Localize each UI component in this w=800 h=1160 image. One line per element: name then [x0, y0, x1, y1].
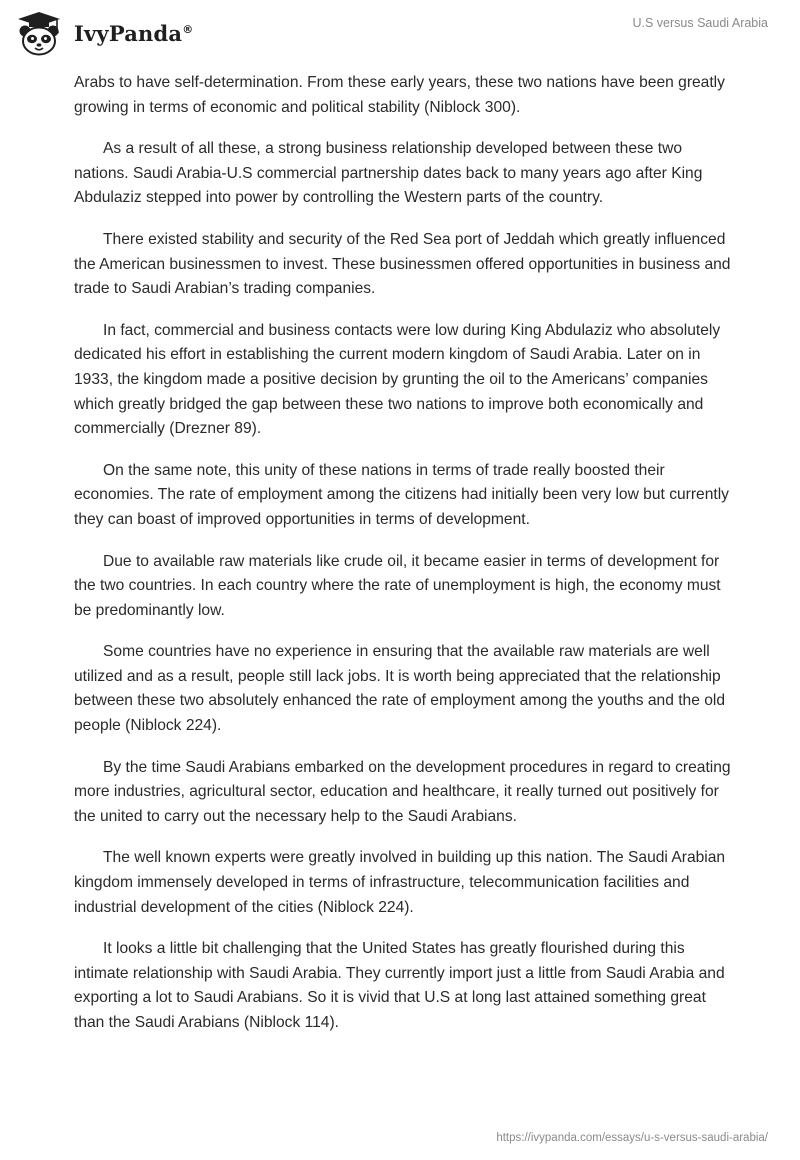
paragraph-8: By the time Saudi Arabians embarked on the development procedures in regard to creating more industries, agricultural sector, education and healthcare, it really turned out positively for the united to carry out the necessary help to the Saudi Arabians.	[74, 758, 731, 825]
document-title: U.S versus Saudi Arabia	[632, 16, 768, 30]
paragraph-2: As a result of all these, a strong business relationship developed between these two nations. Saudi Arabia-U.S commercial partnership dates back to many years ago after King Abdulaziz stepped into power by controlling the Western parts of the country.	[74, 140, 703, 207]
paragraph-4: In fact, commercial and business contacts were low during King Abdulaziz who absolutely dedicated his effort in establishing the current modern kingdom of Saudi Arabia. Later on in 1933, the kingdom made a positive decision by grunting the oil to the Americans’ companies which greatly bridged the gap between these two nations to improve both economically and commercially (Drezner 89).	[74, 321, 721, 438]
paragraph-3: There existed stability and security of the Red Sea port of Jeddah which greatly influenced the American businessmen to invest. These businessmen offered opportunities in business and trade to Saudi Arabian’s trading companies.	[74, 230, 731, 298]
brand-name: IvyPanda®	[74, 20, 194, 46]
panda-logo-icon	[14, 10, 64, 56]
essay-body	[74, 71, 734, 1053]
logo[interactable]	[14, 10, 193, 56]
paragraph-1: Arabs to have self-determination. From these early years, these two nations have been greatly growing in terms of economic and political stability (Niblock 300).	[74, 74, 725, 116]
paragraph-7: Some countries have no experience in ensuring that the available raw materials are well utilized and as a result, people still lack jobs. It is worth being appreciated that the relationship between these two absolutely enhanced the rate of employment among the youths and the old people (Niblock 224).	[74, 643, 726, 735]
paragraph-5: On the same note, this unity of these nations in terms of trade really boosted their economies. The rate of employment among the citizens had initially been very low but currently they can boast of improved opportunities in terms of development.	[74, 461, 729, 528]
source-url-link[interactable]: https://ivypanda.com/essays/u-s-versus-saudi-arabia/	[496, 1132, 768, 1144]
paragraph-10: It looks a little bit challenging that the United States has greatly flourished during this intimate relationship with Saudi Arabia. They currently import just a little from Saudi Arabia and exporting a lot to Saudi Arabians. So it is vivid that U.S at long last attained something great than the Saudi Arabians (Niblock 114).	[74, 940, 725, 1031]
paragraph-6: Due to available raw materials like crude oil, it became easier in terms of development for the two countries. In each country where the rate of unemployment is high, the economy must be predominantly low.	[74, 552, 721, 619]
paragraph-9: The well known experts were greatly involved in building up this nation. The Saudi Arabian kingdom immensely developed in terms of infrastructure, telecommunication facilities and industrial development of the cities (Niblock 224).	[74, 849, 726, 916]
page-header	[0, 0, 800, 66]
